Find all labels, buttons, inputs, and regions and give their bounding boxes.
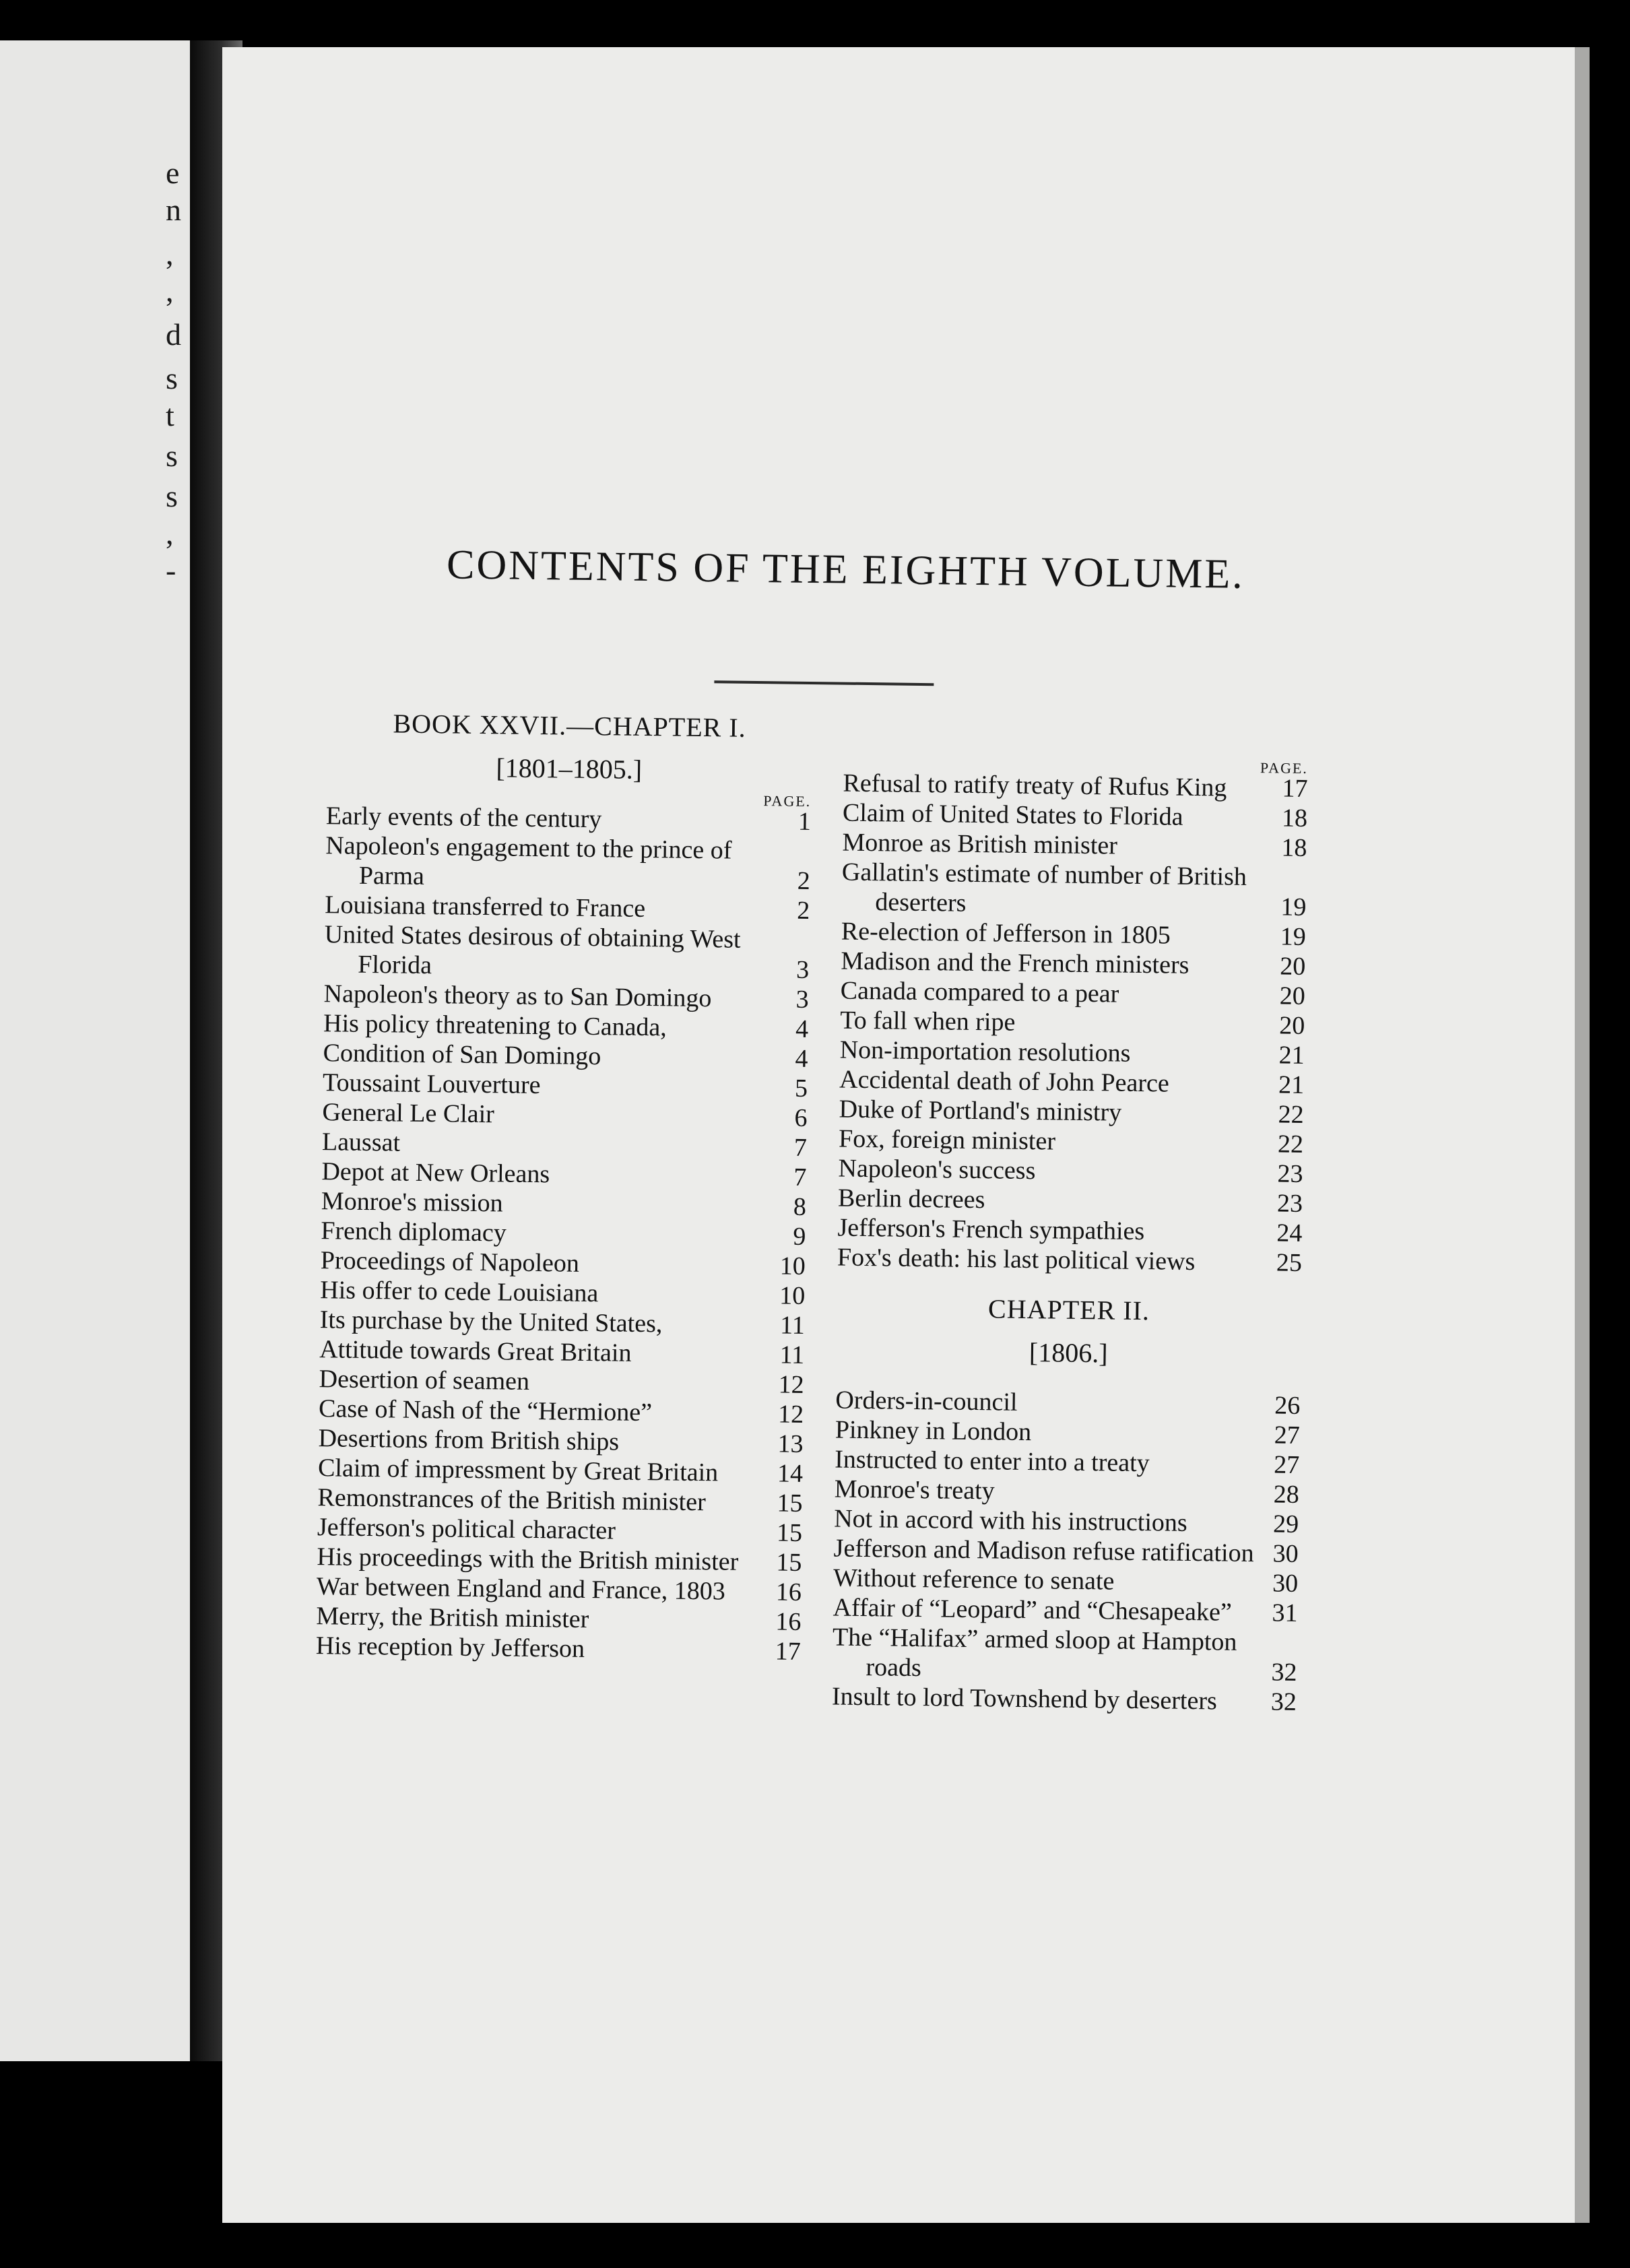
toc-entry-title: Without reference to senate (833, 1563, 1115, 1596)
toc-entry-page: 25 (1276, 1248, 1303, 1277)
toc-entry-title: Depot at New Orleans (321, 1157, 550, 1189)
toc-entry-title: Refusal to ratify treaty of Rufus King (843, 769, 1227, 802)
toc-entry-title: Condition of San Domingo (323, 1039, 601, 1071)
toc-entry-page: 28 (1273, 1480, 1299, 1509)
toc-entry-title: Duke of Portland's ministry (839, 1095, 1122, 1127)
toc-entry-title: Early events of the century (325, 802, 602, 834)
toc-entry-title: French diplomacy (321, 1217, 507, 1248)
toc-list (316, 801, 812, 1666)
toc-entry-title: Louisiana transferred to France (325, 890, 646, 924)
toc-entry-page: 11 (779, 1311, 805, 1340)
toc-entry-title: Desertion of seamen (319, 1365, 530, 1396)
toc-entry-page: 13 (777, 1429, 804, 1458)
toc-entry-page: 8 (793, 1192, 807, 1221)
toc-entry-page: 19 (1280, 893, 1307, 922)
toc-entry-page: 26 (1274, 1391, 1301, 1420)
toc-entry-title: Berlin decrees (837, 1184, 985, 1214)
toc-entry-page: 18 (1281, 804, 1308, 833)
toc-entry-title: The “Halifax” armed sloop at Hampton roads (832, 1623, 1237, 1683)
left-page-edge-text: , (166, 273, 174, 308)
toc-entry-title: To fall when ripe (840, 1006, 1016, 1037)
toc-entry-title: Case of Nash of the “Hermione” (318, 1394, 653, 1427)
toc-entry-page: 29 (1272, 1510, 1299, 1538)
toc-entry-page: 30 (1272, 1539, 1299, 1568)
left-page-edge-text: n (166, 193, 181, 227)
toc-entry-title: Jefferson's French sympathies (837, 1213, 1145, 1246)
page-column-label: PAGE. (763, 792, 812, 810)
toc-entry-title: Affair of “Leopard” and “Chesapeake” (833, 1593, 1233, 1627)
toc-entry-title: Jefferson's political character (317, 1513, 616, 1545)
toc-entry (832, 1622, 1297, 1687)
toc-entry-page: 24 (1276, 1219, 1303, 1248)
toc-entry-page: 20 (1279, 981, 1306, 1010)
toc-entry-title: Desertions from British ships (318, 1424, 620, 1456)
toc-entry-page: 10 (779, 1281, 806, 1310)
toc-entry-title: Merry, the British minister (316, 1602, 589, 1634)
toc-entry-page: 18 (1281, 833, 1307, 863)
toc-entry-title: Orders-in-council (835, 1386, 1018, 1417)
toc-entry-page: 20 (1278, 1011, 1305, 1040)
toc-entry-title: General Le Clair (322, 1098, 495, 1129)
toc-entry-title: Monroe's mission (321, 1187, 503, 1218)
toc-entry-title: Proceedings of Napoleon (320, 1246, 580, 1278)
toc-list (837, 769, 1308, 1278)
toc-entry-page: 4 (795, 1044, 808, 1073)
toc-entry-page: 3 (795, 955, 810, 984)
toc-list (832, 1386, 1301, 1717)
toc-entry-title: His reception by Jefferson (315, 1631, 585, 1663)
toc-entry-title: Insult to lord Townshend by deserters (831, 1682, 1218, 1716)
toc-entry-page: 15 (777, 1489, 803, 1518)
toc-entry-title: His policy threatening to Canada, (323, 1009, 667, 1042)
toc-entry-title: Instructed to enter into a treaty (835, 1445, 1150, 1478)
toc-entry-title: Monroe's treaty (834, 1475, 995, 1505)
toc-entry-title: Canada compared to a pear (840, 976, 1119, 1008)
toc-entry-title: Jefferson and Madison refuse ratification (833, 1534, 1254, 1568)
toc-entry-title: Accidental death of John Pearce (839, 1065, 1169, 1098)
title-divider (714, 680, 934, 686)
toc-entry-page: 6 (794, 1103, 808, 1132)
page-column-label: PAGE. (1260, 759, 1309, 777)
toc-entry-page: 10 (779, 1252, 806, 1281)
left-page-edge-text: s (166, 479, 178, 513)
left-page-edge-text: , (166, 236, 174, 271)
toc-entry-title: Claim of impressment by Great Britain (317, 1454, 719, 1487)
toc-entry-page: 7 (793, 1133, 808, 1162)
left-page-edge-text: s (166, 361, 178, 395)
toc-entry-page: 1 (797, 807, 812, 837)
toc-entry-page: 3 (795, 985, 809, 1014)
toc-entry-title: His offer to cede Louisiana (320, 1276, 599, 1308)
page-title: CONTENTS OF THE EIGHTH VOLUME. (446, 542, 1245, 597)
toc-entry-page: 15 (776, 1518, 803, 1547)
toc-entry-page: 22 (1278, 1100, 1304, 1129)
toc-entry-title: War between England and France, 1803 (316, 1572, 725, 1606)
toc-entry-page: 16 (775, 1578, 802, 1607)
toc-entry-title: His proceedings with the British minister (317, 1543, 739, 1576)
toc-entry-page: 19 (1280, 922, 1307, 952)
toc-entry-page: 22 (1277, 1130, 1304, 1159)
book-heading: BOOK XXVII.—CHAPTER I. (393, 708, 746, 743)
toc-entry-page: 14 (777, 1459, 804, 1488)
toc-entry-title: Remonstrances of the British minister (317, 1483, 707, 1517)
toc-entry (837, 1243, 1302, 1278)
toc-entry-page: 5 (794, 1074, 808, 1103)
toc-entry-title: Fox's death: his last political views (837, 1243, 1196, 1276)
toc-entry (841, 857, 1307, 922)
toc-entry-page: 4 (795, 1014, 809, 1043)
toc-entry-title: Napoleon's theory as to San Domingo (323, 979, 712, 1013)
toc-entry-title: United States desirous of obtaining West Florida (324, 920, 741, 980)
toc-entry-page: 23 (1277, 1159, 1303, 1188)
toc-entry-title: Laussat (321, 1128, 401, 1157)
toc-entry-title: Non-importation resolutions (839, 1035, 1131, 1068)
left-page-edge-text: s (166, 439, 178, 473)
toc-entry-page: 9 (793, 1222, 806, 1251)
toc-entry-page: 23 (1276, 1189, 1303, 1218)
toc-entry-page: 27 (1274, 1421, 1301, 1450)
toc-entry-page: 7 (793, 1163, 807, 1192)
toc-entry-title: Gallatin's estimate of number of British deserters (841, 857, 1247, 917)
toc-entry-page: 32 (1270, 1687, 1297, 1716)
toc-entry-page: 16 (775, 1607, 802, 1636)
toc-column-right (832, 748, 1308, 1717)
chapter-years: [1806.] (1029, 1337, 1108, 1369)
left-page-edge-text: d (166, 317, 181, 352)
toc-entry-page: 2 (796, 896, 810, 925)
toc-entry-title: Napoleon's success (838, 1154, 1036, 1186)
toc-entry-page: 17 (775, 1637, 802, 1666)
toc-entry-page: 32 (1271, 1658, 1297, 1687)
toc-entry-page: 21 (1278, 1041, 1305, 1070)
chapter-heading: CHAPTER II. (987, 1293, 1150, 1326)
left-page-edge-text: - (166, 553, 176, 587)
toc-entry-page: 17 (1282, 774, 1308, 804)
toc-entry-page: 31 (1272, 1598, 1298, 1627)
toc-entry-page: 27 (1273, 1450, 1300, 1479)
toc-entry-page: 2 (797, 866, 811, 896)
toc-entry (324, 919, 810, 985)
toc-entry (325, 831, 811, 896)
toc-entry-title: Toussaint Louverture (322, 1068, 541, 1100)
toc-entry-page: 21 (1278, 1070, 1305, 1099)
toc-entry-page: 30 (1272, 1569, 1299, 1598)
toc-entry-title: Claim of United States to Florida (842, 798, 1183, 831)
toc-entry-title: Napoleon's engagement to the prince of Parma (325, 831, 732, 891)
toc-entry-title: Re-election of Jefferson in 1805 (841, 917, 1171, 950)
toc-entry-title: Pinkney in London (835, 1415, 1032, 1447)
toc-entry-title: Fox, foreign minister (838, 1124, 1056, 1156)
toc-entry-title: Monroe as British minister (842, 828, 1118, 860)
toc-entry-title: Attitude towards Great Britain (319, 1335, 632, 1367)
toc-entry (316, 1631, 801, 1666)
toc-entry-page: 11 (779, 1340, 805, 1369)
left-page-edge-text: e (166, 156, 180, 190)
toc-entry-page: 12 (778, 1370, 804, 1399)
toc-entry (832, 1681, 1297, 1716)
toc-entry-title: Not in accord with his instructions (833, 1504, 1187, 1537)
left-page-edge-text: , (166, 516, 174, 550)
left-page-edge-text: t (166, 398, 174, 432)
chapter-years: [1801–1805.] (496, 752, 643, 785)
toc-entry-title: Madison and the French ministers (841, 946, 1189, 979)
toc-entry-page: 15 (776, 1548, 802, 1577)
toc-entry-page: 12 (777, 1400, 804, 1429)
toc-entry-page: 20 (1280, 952, 1306, 981)
toc-entry-title: Its purchase by the United States, (319, 1305, 663, 1338)
toc-column-left (316, 708, 812, 1666)
